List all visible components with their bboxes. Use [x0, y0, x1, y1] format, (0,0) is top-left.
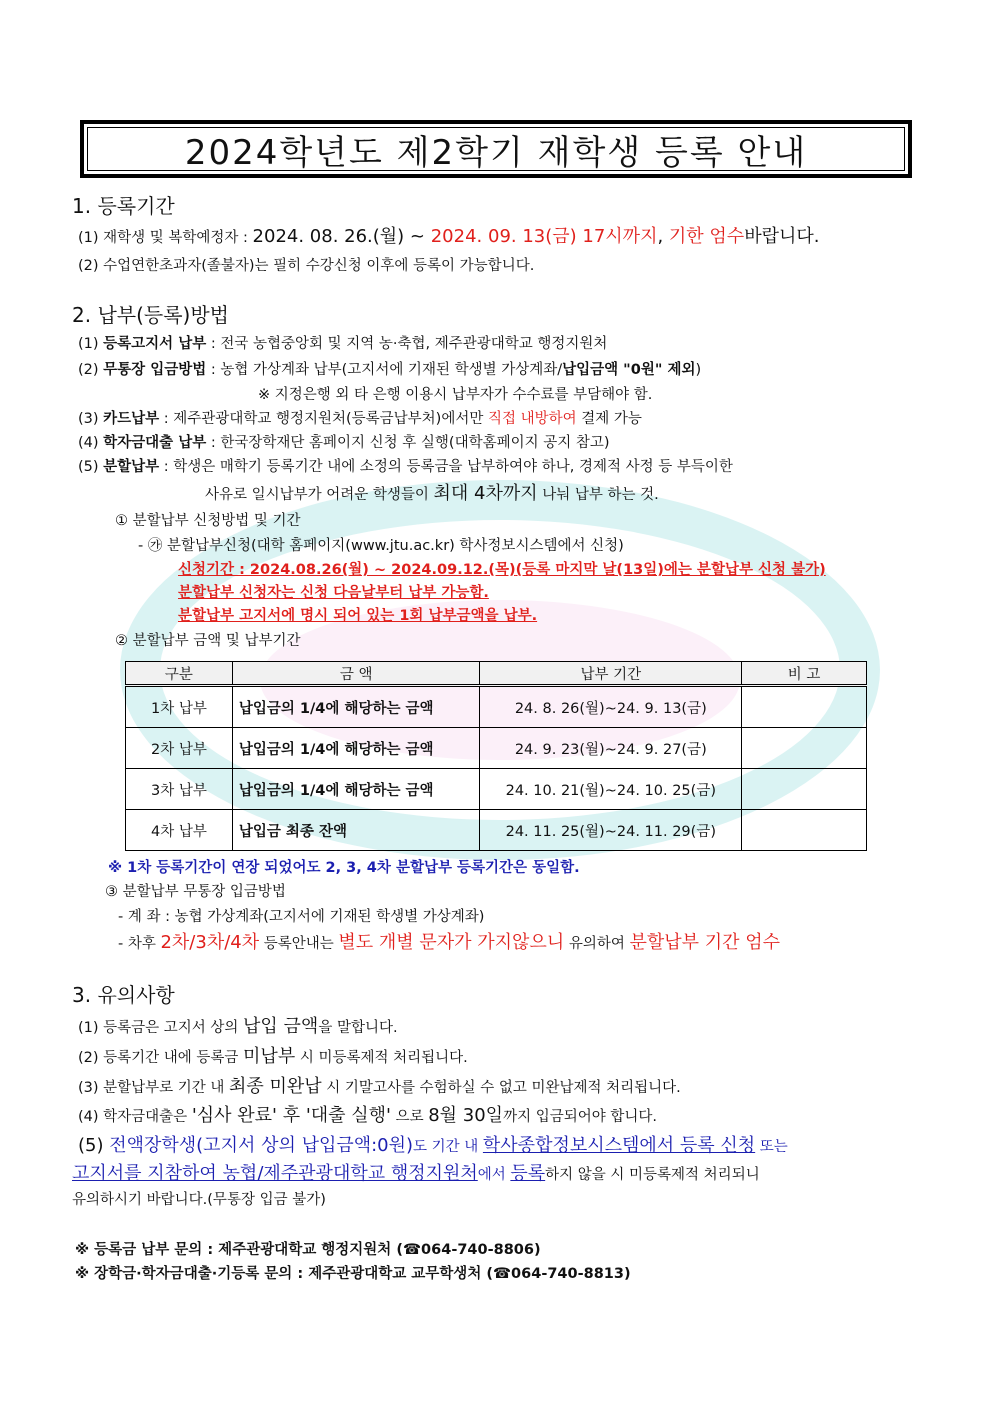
table-cell [742, 769, 867, 810]
s1-line-1: (1) 재학생 및 복학예정자 : 2024. 08. 26.(월) ~ 2024. 09. 13(금) 17시까지, 기한 엄수바랍니다. [78, 226, 820, 247]
table-row [126, 769, 867, 810]
table-row [126, 728, 867, 769]
table-cell: 24. 11. 25(월)~24. 11. 29(금) [480, 810, 742, 851]
table-cell: 3차 납부 [126, 769, 233, 810]
table-cell: 1차 납부 [126, 686, 233, 728]
contact-tuition: ※ 등록금 납부 문의 : 제주관광대학교 행정지원처 (☎064-740-8806) [75, 1242, 541, 1258]
installment-apply-note-1: 분할납부 신청자는 신청 다음날부터 납부 가능함. [178, 585, 489, 601]
s3-line-5c: 유의하시기 바랍니다.(무통장 입금 불가) [72, 1192, 326, 1208]
s3-line-1: (1) 등록금은 고지서 상의 납입 금액을 말합니다. [78, 1016, 398, 1037]
table-cell: 납입금의 1/4에 해당하는 금액 [232, 728, 480, 769]
table-header-cell: 비 고 [742, 662, 867, 686]
table-cell: 납입금의 1/4에 해당하는 금액 [232, 686, 480, 728]
table-cell: 납입금의 1/4에 해당하는 금액 [232, 769, 480, 810]
table-header-row [126, 662, 867, 686]
installment-apply-period: 신청기간 : 2024.08.26(월) ~ 2024.09.12.(목)(등록 마지막 날(13일)에는 분할납부 신청 불가) [178, 562, 826, 578]
s2-line-5: (5) 분할납부 : 학생은 매학기 등록기간 내에 소정의 등록금을 납부하여야 하나, 경제적 사정 등 부득이한 [78, 459, 733, 475]
s3-line-5b: 고지서를 지참하여 농협/제주관광대학교 행정지원처에서 등록하지 않을 시 미등록제적 처리되니 [72, 1163, 760, 1184]
installment-table [125, 661, 867, 851]
table-cell: 24. 8. 26(월)~24. 9. 13(금) [480, 686, 742, 728]
table-row [126, 686, 867, 728]
table-header-cell: 납부 기간 [480, 662, 742, 686]
s1-line-2: (2) 수업연한초과자(졸불자)는 필히 수강신청 이후에 등록이 가능합니다. [78, 258, 535, 274]
installment-deposit-account: - 계 좌 : 농협 가상계좌(고지서에 기재된 학생별 가상계좌) [118, 909, 485, 925]
section-2-heading: 2. 납부(등록)방법 [72, 303, 229, 327]
table-cell: 24. 10. 21(월)~24. 10. 25(금) [480, 769, 742, 810]
s3-line-4: (4) 학자금대출은 '심사 완료' 후 '대출 실행' 으로 8월 30일까지 입금되어야 합니다. [78, 1105, 657, 1126]
page-title: 2024학년도 제2학기 재학생 등록 안내 [184, 132, 808, 173]
s3-line-2: (2) 등록기간 내에 등록금 미납부 시 미등록제적 처리됩니다. [78, 1046, 468, 1067]
s2-line-1: (1) 등록고지서 납부 : 전국 농협중앙회 및 지역 농·축협, 제주관광대학교 행정지원처 [78, 336, 608, 352]
s2-line-5b: 사유로 일시납부가 어려운 학생들이 최대 4차까지 나눠 납부 하는 것. [205, 483, 659, 504]
table-cell: 24. 9. 23(월)~24. 9. 27(금) [480, 728, 742, 769]
table-header-cell: 금 액 [232, 662, 480, 686]
contact-scholarship: ※ 장학금·학자금대출·기등록 문의 : 제주관광대학교 교무학생처 (☎064-740-8813) [75, 1266, 631, 1282]
table-note: ※ 1차 등록기간이 연장 되었어도 2, 3, 4차 분할납부 등록기간은 동일함. [108, 860, 580, 876]
table-cell: 2차 납부 [126, 728, 233, 769]
s2-line-4: (4) 학자금대출 납부 : 한국장학재단 홈페이지 신청 후 실행(대학홈페이지 공지 참고) [78, 435, 610, 451]
s3-line-3: (3) 분할납부로 기간 내 최종 미완납 시 기말고사를 수험하실 수 없고 미완납제적 처리됩니다. [78, 1076, 681, 1097]
s2-line-2: (2) 무통장 입금방법 : 농협 가상계좌 납부(고지서에 기재된 학생별 가상계좌/납입금액 "0원" 제외) [78, 362, 702, 378]
table-cell [742, 686, 867, 728]
section-3-heading: 3. 유의사항 [72, 983, 175, 1007]
table-cell [742, 810, 867, 851]
title-box [80, 120, 912, 178]
s3-line-5: (5) 전액장학생(고지서 상의 납입금액:0원)도 기간 내 학사종합정보시스템에서 등록 신청 또는 [78, 1135, 788, 1156]
installment-apply-note-2: 분할납부 고지서에 명시 되어 있는 1회 납부금액을 납부. [178, 608, 538, 624]
table-cell: 납입금 최종 잔액 [232, 810, 480, 851]
table-header-cell: 구분 [126, 662, 233, 686]
table-cell [742, 728, 867, 769]
s2-line-3: (3) 카드납부 : 제주관광대학교 행정지원처(등록금납부처)에서만 직접 내방하여 결제 가능 [78, 411, 642, 427]
installment-amount-heading: ② 분할납부 금액 및 납부기간 [115, 633, 301, 649]
installment-deposit-note: - 차후 2차/3차/4차 등록안내는 별도 개별 문자가 가지않으니 유의하여 분할납부 기간 엄수 [118, 932, 781, 953]
s2-line-2-note: ※ 지정은행 외 타 은행 이용시 납부자가 수수료를 부담해야 함. [258, 387, 653, 403]
table-row [126, 810, 867, 851]
installment-apply-method: - ㉮ 분할납부신청(대학 홈페이지(www.jtu.ac.kr) 학사정보시스템에서 신청) [138, 538, 624, 554]
installment-deposit-heading: ③ 분할납부 무통장 입금방법 [105, 884, 286, 900]
installment-apply-heading: ① 분할납부 신청방법 및 기간 [115, 513, 301, 529]
section-1-heading: 1. 등록기간 [72, 194, 175, 218]
table-cell: 4차 납부 [126, 810, 233, 851]
